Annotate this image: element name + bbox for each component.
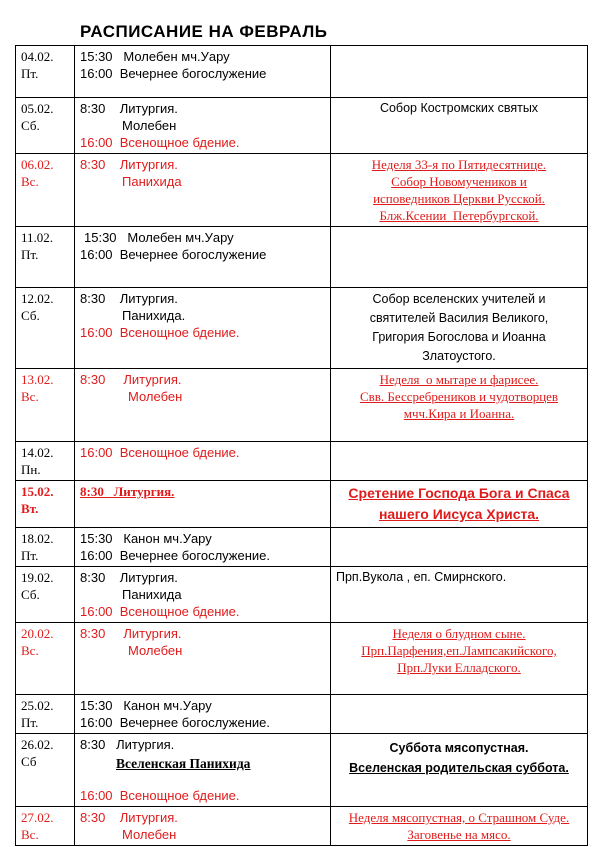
- weekday: Пт.: [21, 548, 39, 563]
- date: 19.02.: [21, 570, 54, 585]
- date-cell: [16, 481, 75, 528]
- service-line: 16:00 Вечернее богослужение.: [80, 548, 271, 563]
- feast-line: Прп.Парфения,еп.Лампсакийского,: [361, 643, 557, 658]
- weekday: Пт.: [21, 247, 39, 262]
- feast-line: Суббота мясопустная.: [389, 741, 529, 755]
- services-cell: [75, 154, 331, 227]
- date: 05.02.: [21, 101, 54, 116]
- services-cell: [75, 734, 331, 807]
- services-cell: [75, 442, 331, 481]
- weekday: Вс.: [21, 389, 39, 404]
- service-line: Вселенская Панихида: [116, 756, 251, 771]
- services-cell: [75, 288, 331, 369]
- services-cell: [75, 227, 331, 288]
- services-cell: [75, 98, 331, 154]
- date-cell: [16, 807, 75, 846]
- table-row: [16, 442, 588, 481]
- date: 11.02.: [21, 230, 54, 245]
- feast-line: Собор вселенских учителей и: [372, 292, 546, 306]
- weekday: Сб.: [21, 308, 40, 323]
- date-cell: [16, 98, 75, 154]
- date: 25.02.: [21, 698, 54, 713]
- feast-line: Златоустого.: [422, 349, 496, 363]
- services-cell: [75, 695, 331, 734]
- service-line: 16:00 Всенощное бдение.: [80, 788, 240, 803]
- weekday: Вс.: [21, 174, 39, 189]
- service-line: 8:30 Литургия.: [80, 626, 182, 641]
- feast-line: мчч.Кира и Иоанна.: [403, 406, 515, 421]
- feast-cell: [331, 98, 588, 154]
- weekday: Вт.: [21, 501, 39, 516]
- feast-cell: [331, 442, 588, 481]
- service-line: 8:30 Литургия.: [80, 291, 178, 306]
- feast-cell: [331, 46, 588, 98]
- feast-line: Неделя о блудном сыне.: [392, 626, 526, 641]
- feast-cell: [331, 567, 588, 623]
- date-cell: [16, 695, 75, 734]
- weekday: Сб: [21, 754, 37, 769]
- table-row: [16, 227, 588, 288]
- date: 26.02.: [21, 737, 54, 752]
- services-cell: [75, 567, 331, 623]
- date-cell: [16, 288, 75, 369]
- service-line: 15:30 Молебен мч.Уару: [80, 49, 230, 64]
- feast-cell: [331, 695, 588, 734]
- service-line: Молебен: [122, 118, 177, 133]
- feast-line: Собор Новомучеников и: [391, 174, 527, 189]
- service-line: 8:30 Литургия.: [80, 737, 175, 752]
- date-cell: [16, 442, 75, 481]
- date: 06.02.: [21, 157, 54, 172]
- schedule-table: [15, 45, 588, 846]
- feast-cell: [331, 734, 588, 807]
- service-line: Молебен: [128, 643, 183, 658]
- services-cell: [75, 623, 331, 695]
- service-line: 16:00 Всенощное бдение.: [80, 325, 240, 340]
- weekday: Вс.: [21, 827, 39, 842]
- feast-cell: [331, 288, 588, 369]
- feast-line: Сретение Господа Бога и Спаса: [348, 485, 570, 501]
- feast-line: Неделя о мытаре и фарисее.: [379, 372, 539, 387]
- date-cell: [16, 369, 75, 442]
- service-line: 15:30 Канон мч.Уару: [80, 531, 212, 546]
- date-cell: [16, 154, 75, 227]
- feast-line: Блж.Ксении Петербургской.: [379, 208, 539, 223]
- service-line: Панихида: [122, 587, 182, 602]
- service-line: Молебен: [128, 389, 183, 404]
- feast-line: Заговенье на мясо.: [407, 827, 511, 842]
- service-line: 16:00 Всенощное бдение.: [80, 445, 240, 460]
- feast-cell: [331, 528, 588, 567]
- feast-line: Неделя 33-я по Пятидесятнице.: [371, 157, 547, 172]
- service-line: 16:00 Вечернее богослужение: [80, 247, 267, 262]
- weekday: Пт.: [21, 66, 39, 81]
- date: 04.02.: [21, 49, 54, 64]
- table-row: [16, 807, 588, 846]
- feast-line: исповедников Церкви Русской.: [373, 191, 545, 206]
- feast-line: нашего Иисуса Христа.: [378, 506, 540, 522]
- weekday: Пн.: [21, 462, 41, 477]
- feast-line: Свв. Бессребреников и чудотворцев: [359, 389, 559, 404]
- table-row: [16, 369, 588, 442]
- table-row: [16, 567, 588, 623]
- date: 15.02.: [21, 484, 54, 499]
- date: 18.02.: [21, 531, 54, 546]
- feast-line: святителей Василия Великого,: [369, 311, 549, 325]
- weekday: Пт.: [21, 715, 39, 730]
- weekday: Сб.: [21, 118, 40, 133]
- service-line: 16:00 Вечернее богослужение.: [80, 715, 271, 730]
- date-cell: [16, 734, 75, 807]
- feast-line: Собор Костромских святых: [379, 101, 539, 115]
- feast-line: Прп.Вукола , еп. Смирнского.: [336, 570, 507, 584]
- service-line: 16:00 Всенощное бдение.: [80, 604, 240, 619]
- feast-cell: [331, 227, 588, 288]
- date: 12.02.: [21, 291, 54, 306]
- table-row: [16, 734, 588, 807]
- table-row: [16, 481, 588, 528]
- table-row: [16, 98, 588, 154]
- date: 20.02.: [21, 626, 54, 641]
- feast-line: Вселенская родительская суббота.: [349, 761, 569, 775]
- service-line: 8:30 Литургия.: [80, 157, 178, 172]
- table-row: [16, 623, 588, 695]
- service-line: 16:00 Вечернее богослужение: [80, 66, 267, 81]
- weekday: Сб.: [21, 587, 40, 602]
- service-line: 8:30 Литургия.: [80, 810, 178, 825]
- service-line: 16:00 Всенощное бдение.: [80, 135, 240, 150]
- services-cell: [75, 46, 331, 98]
- service-line: 8:30 Литургия.: [80, 570, 178, 585]
- feast-cell: [331, 623, 588, 695]
- services-cell: [75, 807, 331, 846]
- services-cell: [75, 528, 331, 567]
- table-row: [16, 154, 588, 227]
- service-line: 8:30 Литургия.: [80, 372, 182, 387]
- service-line: 15:30 Канон мч.Уару: [80, 698, 212, 713]
- feast-cell: [331, 481, 588, 528]
- table-row: [16, 46, 588, 98]
- date-cell: [16, 227, 75, 288]
- feast-cell: [331, 154, 588, 227]
- date-cell: [16, 623, 75, 695]
- table-row: [16, 528, 588, 567]
- feast-cell: [331, 369, 588, 442]
- service-line: Панихида.: [122, 308, 186, 323]
- feast-line: Прп.Луки Елладского.: [397, 660, 521, 675]
- services-cell: [75, 369, 331, 442]
- feast-line: Григория Богослова и Иоанна: [372, 330, 546, 344]
- date: 14.02.: [21, 445, 54, 460]
- feast-cell: [331, 807, 588, 846]
- date: 13.02.: [21, 372, 54, 387]
- services-cell: [75, 481, 331, 528]
- date-cell: [16, 46, 75, 98]
- feast-line: Неделя мясопустная, о Страшном Суде.: [348, 810, 570, 825]
- date-cell: [16, 528, 75, 567]
- date: 27.02.: [21, 810, 54, 825]
- page-title: РАСПИСАНИЕ НА ФЕВРАЛЬ: [80, 22, 328, 41]
- table-row: [16, 695, 588, 734]
- date-cell: [16, 567, 75, 623]
- service-line: 8:30 Литургия.: [80, 101, 178, 116]
- table-row: [16, 288, 588, 369]
- service-line: Молебен: [122, 827, 177, 842]
- weekday: Вс.: [21, 643, 39, 658]
- service-line: 8:30 Литургия.: [80, 484, 175, 499]
- service-line: Панихида: [122, 174, 182, 189]
- service-line: 15:30 Молебен мч.Уару: [84, 230, 234, 245]
